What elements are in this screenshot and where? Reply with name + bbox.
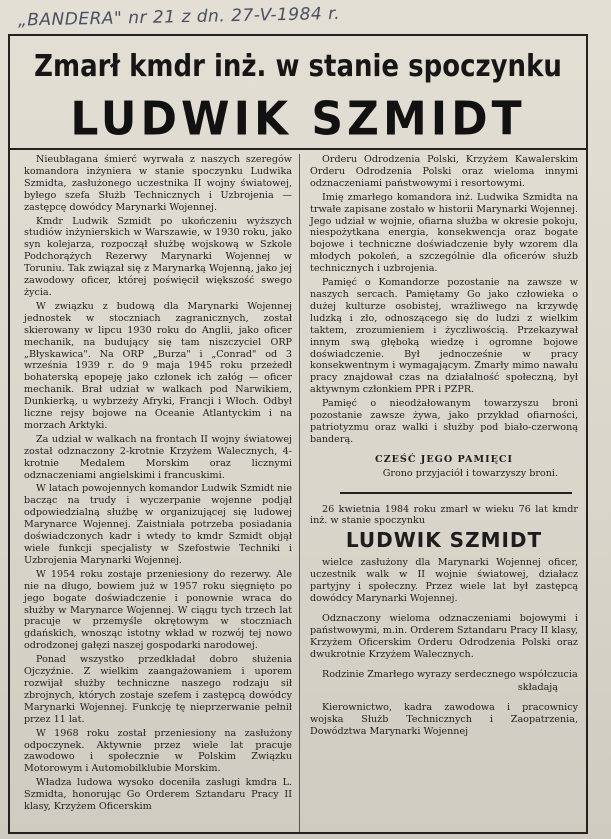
paragraph: W latach powojennych komandor Ludwik Szmidt nie bacząc na trudy i wyczerpanie wojenne podjął odpowiedzialną służbę w organizującej się ludowej Marynarce Wojennej. Zaistniała potrzeba posiadania doświadczonych kadr i wtedy to kmdr Szmidt objął wiele funkcji specjalisty w Szefostwie Techniki i Uzbrojenia Marynarki Wojennej. [24, 483, 292, 566]
header-rule [10, 148, 586, 150]
paragraph: W 1954 roku zostaje przeniesiony do rezerwy. Ale nie na długo, bowiem już w 1957 roku sięgnięto po jego bogate doświadczenie i ponownie wraca do służby w Marynarce Wojennej. W ciągu tych trzech lat pracuje w przemyśle okrętowym w stoczniach gdańskich, wnosząc istotny wkład w rozwój tej nowo odrodzonej gałęzi naszej gospodarki narodowej. [24, 568, 292, 652]
paragraph: Imię zmarłego komandora inż. Ludwika Szmidta na trwałe zapisane zostało w historii Marynarki Wojennej. Jego udział w wojnie, ofiarna służba w okresie pokoju, niespożytkana energia, konsekwencja oraz bogate bojowe i techniczne doświadczenie były wzorem dla młodych pokoleń, a szczególnie dla oficerów służb technicznych i uzbrojenia. [310, 191, 578, 275]
paragraph: Władza ludowa wysoko doceniła zasługi kmdra L. Szmidta, honorując Go Orderem Sztandaru Pracy II klasy, Krzyżem Oficerskim [24, 777, 292, 813]
obituary-intro: 26 kwietnia 1984 roku zmarł w wieku 76 lat kmdr inż. w stanie spoczynku [310, 503, 578, 527]
obituary-paragraph: wielce zasłużony dla Marynarki Wojennej oficer, uczestnik walk w II wojnie światowej, działacz partyjny i społeczny. Przez wiele lat był zastępcą dowódcy Marynarki Wojennej. [310, 557, 578, 604]
paragraph: Za udział w walkach na frontach II wojny światowej został odznaczony 2-krotnie Krzyżem Walecznych, 4-krotnie Medalem Morskim oraz licznymi odznaczeniami angielskimi i francuskimi. [24, 433, 292, 481]
obituary-name: LUDWIK SZMIDT [345, 528, 543, 553]
paragraph: Ponad wszystko przedkładał dobro służenia Ojczyźnie. Z wielkim zaangażowaniem i uporem rozwijał służby techniczne naszego rodzaju sił zbrojnych, których zostaje szefem i zastępcą dowódcy Marynarki Wojennej. Funkcję tę nieprzerwanie pełnił przez 11 lat. [24, 654, 292, 725]
signature: Grono przyjaciół i towarzyszy broni. [382, 467, 558, 479]
paragraph: Kmdr Ludwik Szmidt po ukończeniu wyższych studiów inżynierskich w Warszawie, w 1930 roku, jako syn kolejarza, rozpoczął służbę wojskową w Szkole Podchorążych Rezerwy Marynarki Wojennej w Toruniu. Tak związał się z Marynarką Wojenną, jako jej zawodowy oficer, której poświęcił większość swego życia. [24, 215, 292, 298]
memory-line: CZEŚĆ JEGO PAMIĘCI [374, 453, 514, 465]
deceased-name: LUDWIK SZMIDT [70, 92, 526, 147]
obituary-rule [340, 492, 572, 494]
paragraph: Orderu Odrodzenia Polski, Krzyżem Kawalerskim Orderu Odrodzenia Polski oraz wieloma innymi odznaczeniami państwowymi i resortowymi. [310, 154, 578, 189]
paragraph: W związku z budową dla Marynarki Wojennej jednostek w stoczniach zagranicznych, został skierowany w lipcu 1930 roku do Anglii, jako oficer mechanik, na budujący się tam niszczyciel ORP „Błyskawica". Na ORP „Burza" i „Conrad" od 3 września 1939 r. do 9 maja 1945 roku przeżedł bohaterską epopeję jako członek ich załóg — oficer mechanik. Brał udział w walkach pod Narwikiem, Dunkierką, u wybrzeży Afryki, Francji i Włoch. Odbył liczne rejsy bojowe na Oceanie Atlantyckim i na morzach Arktyki. [24, 300, 292, 431]
paragraph: W 1968 roku został przeniesiony na zasłużony odpoczynek. Aktywnie przez wiele lat pracuje zawodowo i społecznie w Polskim Związku Motorowym i Automobilklubie Morskim. [24, 727, 292, 775]
headline: Zmarł kmdr inż. w stanie spoczynku [34, 49, 562, 85]
column-divider [299, 154, 300, 832]
paragraph: Pamięć o nieodżałowanym towarzyszu broni pozostanie zawsze żywa, jako przykład ofiarności, patriotyzmu oraz walki i służby pod biało-czerwoną banderą. [310, 398, 578, 445]
obituary-paragraph: Rodzinie Zmarłego wyrazy serdecznego współczucia [322, 668, 578, 680]
paragraph: Pamięć o Komandorze pozostanie na zawsze w naszych sercach. Pamiętamy Go jako człowieka o dużej kulturze osobistej, wrażliwego na krzywdę ludzką i zło, odnoszącego się do ludzi z wielkim taktem, zrozumieniem i życzliwością. Przekazywał innym swą głęboką wiedzę i ogromne bojowe doświadczenie. Był jednocześnie w pracy konsekwentnym i wymagającym. Zmarły mimo nawału pracy znajdował czas na działalność społeczną, był aktywnym członkiem PPR i PZPR. [310, 277, 578, 396]
paragraph: Nieubłagana śmierć wyrwała z naszych szeregów komandora inżyniera w stanie spoczynku Ludwika Szmidta, zasłużonego uczestnika II wojny światowej, byłego szefa Służb Technicznych i Uzbrojenia — zastępcę dowódcy Marynarki Wojennej. [24, 154, 292, 213]
handwritten-note: „BANDERA" nr 21 z dn. 27-V-1984 r. [17, 3, 341, 31]
left-column [24, 154, 292, 815]
obituary-paragraph: Odznaczony wieloma odznaczeniami bojowymi i państwowymi, m.in. Orderem Sztandaru Pracy II klasy, Krzyżem Oficerskim Orderu Odrodzenia Polski oraz dwukrotnie Krzyżem Walecznych. [310, 612, 578, 660]
article-frame [8, 34, 588, 834]
right-column [310, 154, 578, 740]
obituary-footer: Kierownictwo, kadra zawodowa i pracownicy wojska Służb Technicznych i Zaopatrzenia, Dowództwa Marynarki Wojennej [310, 702, 578, 738]
obituary-sign: składają [517, 682, 558, 694]
